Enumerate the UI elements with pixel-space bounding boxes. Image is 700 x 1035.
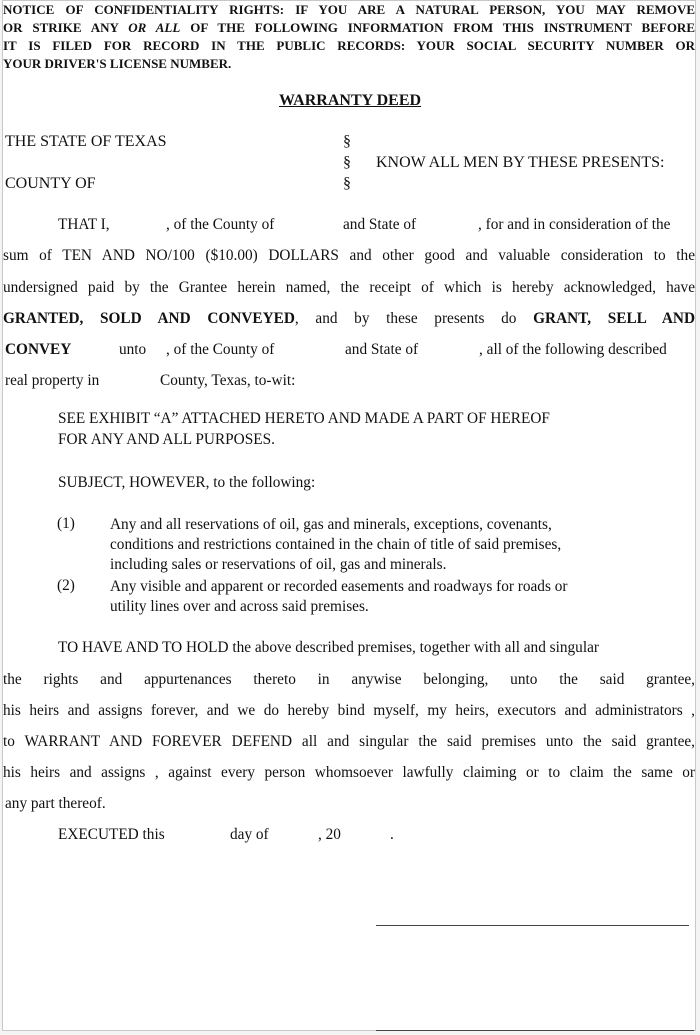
grant-line-4-mid: , and by these presents do <box>294 310 517 327</box>
notice-line-3: IT IS FILED FOR RECORD IN THE PUBLIC RECORDS: YOUR SOCIAL SECURITY NUMBER OR <box>3 38 695 53</box>
habendum-line-6: any part thereof. <box>5 795 106 812</box>
convey-bold: CONVEY <box>5 341 72 358</box>
grant-following-described: , all of the following described <box>479 341 667 358</box>
grant-that-i: THAT I, <box>58 216 110 233</box>
grant-line-3: undersigned paid by the Grantee herein named, the receipt of which is hereby acknowledged, have <box>3 279 695 296</box>
section-mark-2: § <box>343 154 351 171</box>
item-2-line-1: Any visible and apparent or recorded easements and roadways for roads or <box>110 578 568 595</box>
grant-county-texas: County, Texas, to-wit: <box>160 372 296 389</box>
habendum-line-1: TO HAVE AND TO HOLD the above described premises, together with all and singular <box>58 639 599 656</box>
subject-however: SUBJECT, HOWEVER, to the following: <box>58 474 316 491</box>
habendum-line-3: his heirs and assigns forever, and we do hereby bind myself, my heirs, executors and administrators , <box>3 702 695 719</box>
item-1-line-1: Any and all reservations of oil, gas and minerals, exceptions, covenants, <box>110 516 552 533</box>
notice-line-4: YOUR DRIVER'S LICENSE NUMBER. <box>3 56 232 71</box>
grant-line-2: sum of TEN AND NO/100 ($10.00) DOLLARS and other good and valuable consideration to the <box>3 247 695 264</box>
section-mark-1: § <box>343 133 351 150</box>
habendum-line-2: the rights and appurtenances thereto in anywise belonging, unto the said grantee, <box>3 671 695 688</box>
signature-line <box>376 925 689 926</box>
exhibit-line-2: FOR ANY AND ALL PURPOSES. <box>58 431 275 448</box>
item-1-line-3: including sales or reservations of oil, gas and minerals. <box>110 556 447 573</box>
grant-state-of-1: and State of <box>343 216 417 233</box>
section-mark-3: § <box>343 175 351 192</box>
notice-line-2-c: OF THE FOLLOWING INFORMATION FROM THIS INSTRUMENT BEFORE <box>180 20 695 35</box>
granted-sold-conveyed: GRANTED, SOLD AND CONVEYED <box>3 310 295 327</box>
notice-line-2 <box>3 19 695 37</box>
habendum-line-5: his heirs and assigns , against every person whomsoever lawfully claiming or to claim the same or <box>3 764 695 781</box>
page-bottom-rule <box>376 1030 694 1031</box>
item-1-line-2: conditions and restrictions contained in the chain of title of said premises, <box>110 536 562 553</box>
item-2-number: (2) <box>57 577 75 594</box>
habendum-line-4: to WARRANT AND FOREVER DEFEND all and singular the said premises unto the said grantee, <box>3 733 695 750</box>
item-2-line-2: utility lines over and across said premises. <box>110 598 369 615</box>
notice-line-1: NOTICE OF CONFIDENTIALITY RIGHTS: IF YOU ARE A NATURAL PERSON, YOU MAY REMOVE <box>3 2 695 17</box>
executed-period: . <box>390 826 394 843</box>
executed-day-of: day of <box>230 826 269 843</box>
executed-year: , 20 <box>318 826 341 843</box>
document-title: WARRANTY DEED <box>278 92 422 109</box>
caption-county: COUNTY OF <box>5 175 96 192</box>
executed-this: EXECUTED this <box>58 826 165 843</box>
grant-county-of-1: , of the County of <box>166 216 275 233</box>
caption-state: THE STATE OF TEXAS <box>5 133 167 150</box>
notice-line-2-a: OR STRIKE ANY <box>3 20 129 35</box>
grant-unto: unto <box>119 341 147 358</box>
grant-real-property: real property in <box>5 372 100 389</box>
grant-county-of-2: , of the County of <box>166 341 275 358</box>
exhibit-line-1: SEE EXHIBIT “A” ATTACHED HERETO AND MADE A PART OF HEREOF <box>58 410 550 427</box>
know-all-men: KNOW ALL MEN BY THESE PRESENTS: <box>376 154 665 171</box>
grant-line-4 <box>3 310 695 328</box>
grant-state-of-2: and State of <box>345 341 419 358</box>
grant-consideration: , for and in consideration of the <box>478 216 671 233</box>
item-1-text <box>110 515 561 575</box>
item-1-number: (1) <box>57 515 75 532</box>
notice-line-2-italic: OR ALL <box>128 20 181 35</box>
item-2-text <box>110 577 567 617</box>
confidentiality-notice <box>3 1 695 73</box>
grant-sell-and: GRANT, SELL AND <box>533 310 696 327</box>
